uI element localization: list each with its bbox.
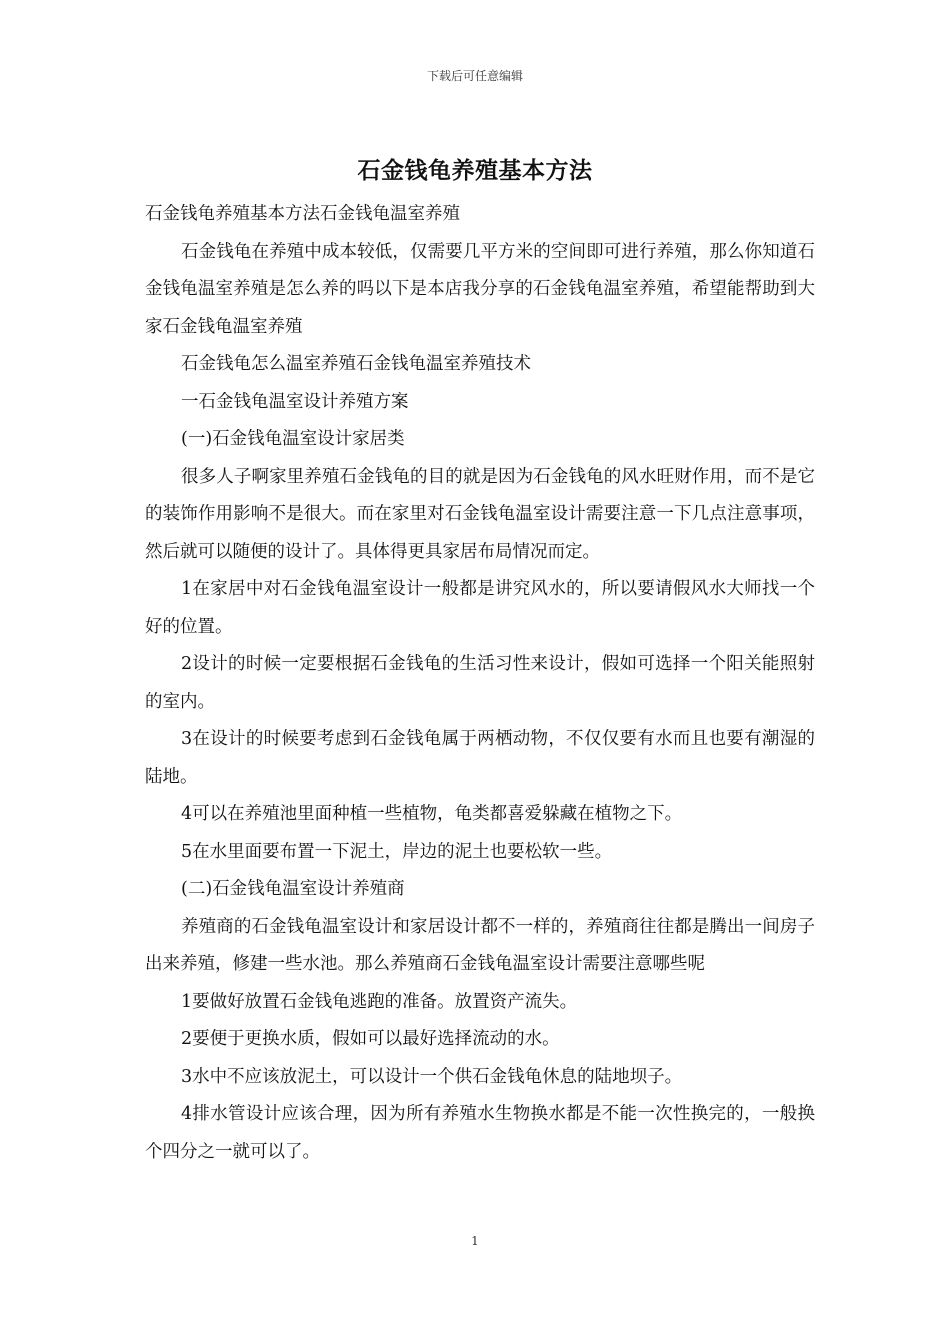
- header-note: 下载后可任意编辑: [426, 69, 523, 83]
- list-item: 5在水里面要布置一下泥土，岸边的泥土也要松软一些。: [181, 841, 613, 862]
- document-title: 石金钱龟养殖基本方法: [357, 157, 593, 184]
- page-number: 1: [471, 1234, 479, 1248]
- list-item: 1要做好放置石金钱龟逃跑的准备。放置资产流失。: [181, 991, 578, 1012]
- subtitle-paragraph: 石金钱龟养殖基本方法石金钱龟温室养殖: [145, 204, 460, 224]
- body-paragraph: 养殖商的石金钱龟温室设计和家居设计都不一样的，养殖商往往都是腾出一间房子出来养殖，修建一些水池。那么养殖商石金钱龟温室设计需要注意哪些呢: [145, 916, 815, 974]
- list-item: 4排水管设计应该合理，因为所有养殖水生物换水都是不能一次性换完的，一般换个四分之一就可以了。: [145, 1104, 815, 1162]
- subsection-heading: (一)石金钱龟温室设计家居类: [181, 429, 405, 449]
- body-paragraph: 石金钱龟在养殖中成本较低，仅需要几平方米的空间即可进行养殖，那么你知道石金钱龟温室养殖是怎么养的吗以下是本店我分享的石金钱龟温室养殖，希望能帮助到大家石金钱龟温室养殖: [145, 241, 815, 337]
- list-item: 1在家居中对石金钱龟温室设计一般都是讲究风水的，所以要请假风水大师找一个好的位置。: [145, 579, 815, 637]
- subsection-heading: (二)石金钱龟温室设计养殖商: [181, 879, 405, 899]
- list-item: 4可以在养殖池里面种植一些植物，龟类都喜爱躲藏在植物之下。: [181, 804, 683, 824]
- document-body: [145, 196, 815, 1171]
- list-item: 2要便于更换水质，假如可以最好选择流动的水。: [181, 1029, 560, 1049]
- list-item: 3水中不应该放泥土，可以设计一个供石金钱龟休息的陆地坝子。: [181, 1066, 683, 1087]
- body-paragraph: 石金钱龟怎么温室养殖石金钱龟温室养殖技术: [181, 354, 531, 374]
- list-item: 2设计的时候一定要根据石金钱龟的生活习性来设计，假如可选择一个阳关能照射的室内。: [145, 654, 815, 712]
- list-item: 3在设计的时候要考虑到石金钱龟属于两栖动物，不仅仅要有水而且也要有潮湿的陆地。: [145, 729, 815, 787]
- section-heading: 一石金钱龟温室设计养殖方案: [181, 391, 409, 412]
- body-paragraph: 很多人子啊家里养殖石金钱龟的目的就是因为石金钱龟的风水旺财作用，而不是它的装饰作用影响不是很大。而在家里对石金钱龟温室设计需要注意一下几点注意事项，然后就可以随便的设计了。具体得更具家居布局情况而定。: [145, 466, 815, 562]
